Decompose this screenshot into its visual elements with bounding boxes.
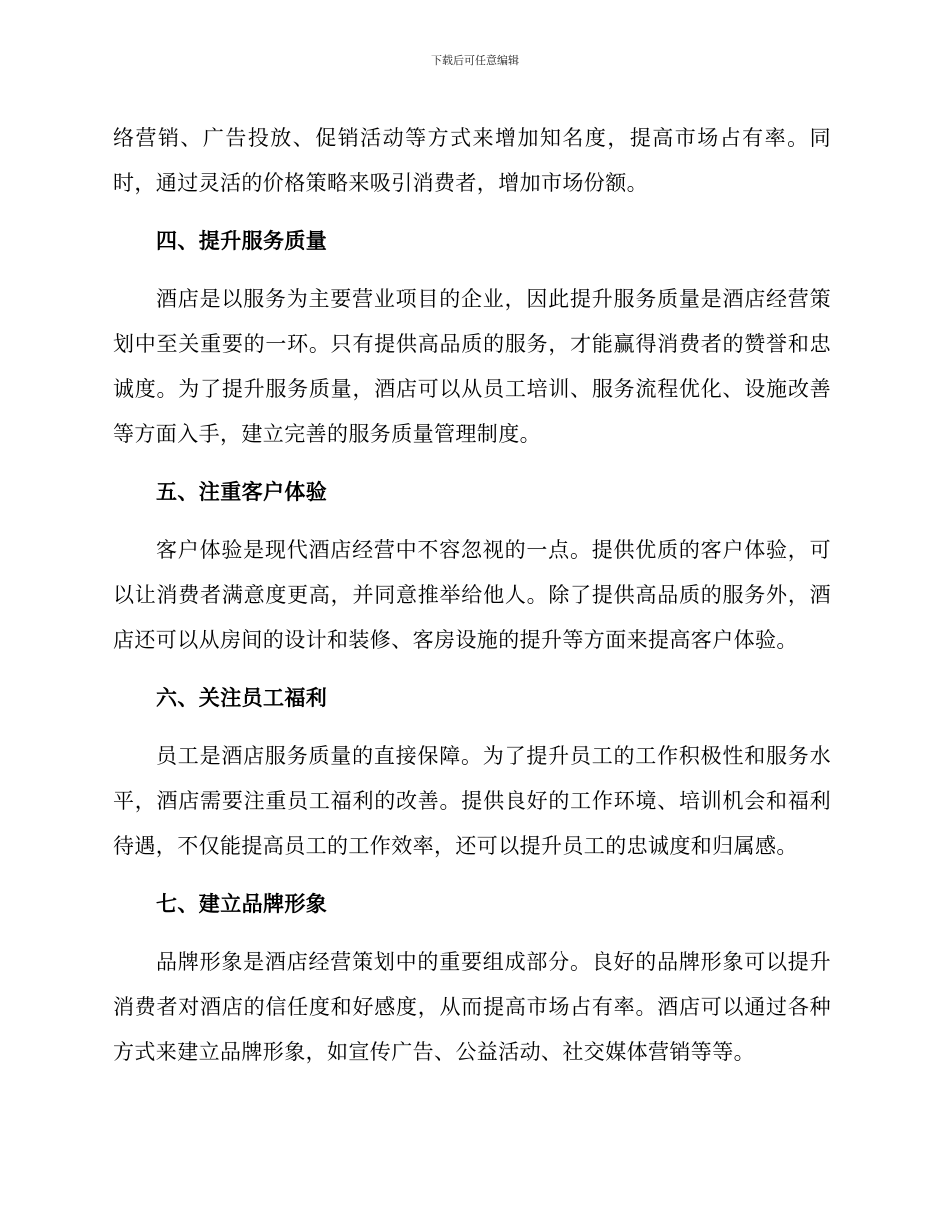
section-heading-brand-image: 七、建立品牌形象 xyxy=(156,892,328,916)
document-body xyxy=(113,116,831,1075)
intro-paragraph: 络营销、广告投放、促销活动等方式来增加知名度，提高市场占有率。同时，通过灵活的价格策略来吸引消费者，增加市场份额。 xyxy=(113,126,831,195)
section-paragraph-brand-image: 品牌形象是酒店经营策划中的重要组成部分。良好的品牌形象可以提升消费者对酒店的信任度和好感度，从而提高市场占有率。酒店可以通过各种方式来建立品牌形象，如宣传广告、公益活动、社交媒体营销等等。 xyxy=(113,950,831,1064)
page-header: 下载后可任意编辑 xyxy=(431,54,519,67)
section-heading-customer-experience: 五、注重客户体验 xyxy=(156,480,328,504)
section-paragraph-employee-welfare: 员工是酒店服务质量的直接保障。为了提升员工的工作积极性和服务水平，酒店需要注重员工福利的改善。提供良好的工作环境、培训机会和福利待遇，不仅能提高员工的工作效率，还可以提升员工的忠诚度和归属感。 xyxy=(113,744,831,858)
section-paragraph-service-quality: 酒店是以服务为主要营业项目的企业，因此提升服务质量是酒店经营策划中至关重要的一环。只有提供高品质的服务，才能赢得消费者的赞誉和忠诚度。为了提升服务质量，酒店可以从员工培训、服务流程优化、设施改善等方面入手，建立完善的服务质量管理制度。 xyxy=(113,287,831,446)
section-heading-employee-welfare: 六、关注员工福利 xyxy=(156,686,328,710)
section-paragraph-customer-experience: 客户体验是现代酒店经营中不容忽视的一点。提供优质的客户体验，可以让消费者满意度更高，并同意推举给他人。除了提供高品质的服务外，酒店还可以从房间的设计和装修、客房设施的提升等方面来提高客户体验。 xyxy=(113,538,831,652)
section-heading-service-quality: 四、提升服务质量 xyxy=(156,229,328,253)
